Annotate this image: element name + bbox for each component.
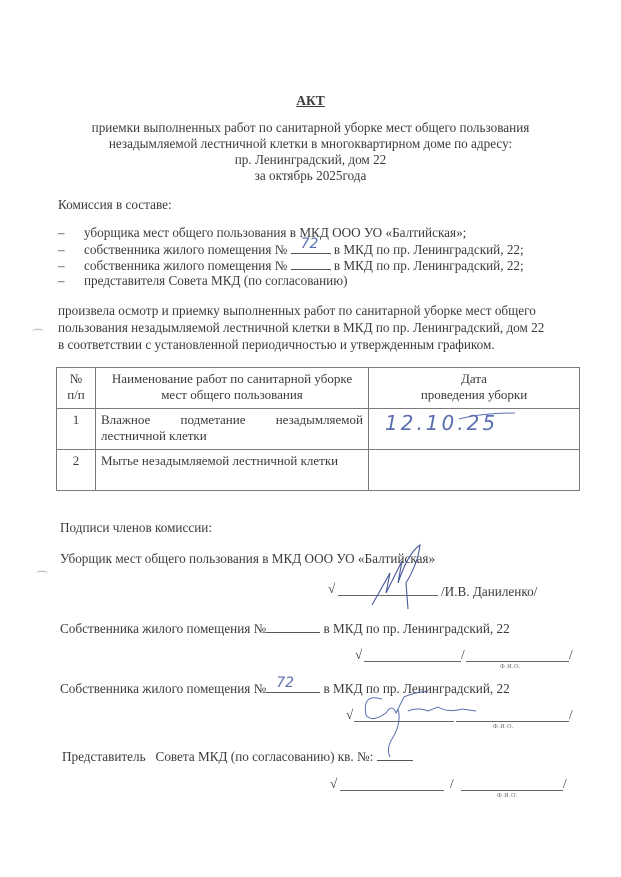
- owner2-check-mark: √: [346, 707, 354, 722]
- handwritten-date: 12.10.25: [385, 411, 499, 435]
- body-paragraph-line: пользования незадымляемой лестничной клетки в МКД по пр. Ленинградский, дом 22: [58, 320, 545, 335]
- document-title: АКТ: [296, 93, 325, 108]
- commission-item: [58, 273, 347, 289]
- council-slash-end: /: [563, 776, 567, 791]
- commission-item: [58, 257, 524, 274]
- owner2-label-after: в МКД по пр. Ленинградский, 22: [323, 681, 510, 696]
- signatures-heading: Подписи членов комиссии:: [60, 520, 212, 535]
- handwritten-apartment-number: 72: [276, 675, 295, 691]
- apartment-number-field[interactable]: [291, 236, 331, 254]
- owner1-line: [60, 620, 510, 637]
- owner2-apartment-field[interactable]: [266, 675, 320, 693]
- council-fio-label: Ф.И.О.: [497, 793, 518, 799]
- subtitle-address: пр. Ленинградский, дом 22: [234, 152, 387, 167]
- council-apartment-field[interactable]: [377, 748, 413, 761]
- handwritten-apartment-number: 72: [300, 236, 319, 252]
- council-signature-line[interactable]: [340, 790, 444, 791]
- body-paragraph-line: произвела осмотр и приемку выполненных работ по санитарной уборке мест общего: [58, 303, 536, 318]
- owner1-apartment-field[interactable]: [266, 620, 320, 633]
- commission-item-text: представителя Совета МКД (по согласованию): [84, 273, 348, 288]
- row-num: 1: [57, 409, 96, 450]
- owner1-signature-line[interactable]: [364, 661, 461, 662]
- row-num: 2: [57, 450, 96, 491]
- margin-mark: ⌒: [32, 328, 45, 342]
- owner1-slash-end: /: [569, 647, 573, 662]
- owner1-check-mark: √: [355, 647, 363, 662]
- row-name: [96, 409, 369, 450]
- apartment-number-field[interactable]: [291, 257, 331, 270]
- council-line: [62, 748, 413, 765]
- row-date[interactable]: [369, 450, 580, 491]
- council-slash: /: [450, 776, 454, 791]
- owner2-signature-line[interactable]: [354, 721, 454, 722]
- commission-heading: Комиссия в составе:: [58, 197, 172, 212]
- subtitle-period: за октябрь 2025года: [254, 168, 367, 183]
- owner1-fio-line[interactable]: [466, 661, 569, 662]
- row-name: [96, 450, 369, 491]
- owner2-label-before: Собственника жилого помещения №: [60, 681, 267, 696]
- commission-item: [58, 236, 524, 258]
- date-stroke-mark: [457, 411, 517, 421]
- council-check-mark: √: [330, 776, 338, 791]
- header-name-line: Наименование работ по санитарной уборке: [111, 371, 353, 386]
- header-num-line: п/п: [67, 387, 85, 402]
- cleaner-check-mark: √: [328, 581, 336, 596]
- owner2-slash-end: /: [569, 707, 573, 722]
- subtitle-line-2: незадымляемой лестничной клетки в многоквартирном доме по адресу:: [108, 136, 513, 151]
- commission-item: [58, 225, 466, 241]
- commission-item-before: собственника жилого помещения №: [84, 242, 288, 257]
- commission-item-before: собственника жилого помещения №: [84, 258, 288, 273]
- cleaner-name: /И.В. Даниленко/: [441, 584, 538, 599]
- council-fio-line[interactable]: [461, 790, 563, 791]
- row-name-line: лестничной клетки: [101, 428, 207, 443]
- table-row: [57, 450, 580, 491]
- cleaner-signature: [368, 543, 428, 613]
- owner2-fio-line[interactable]: [456, 721, 569, 722]
- works-table: [56, 367, 580, 491]
- cleaner-label: Уборщик мест общего пользования в МКД ООО УО «Балтийская»: [60, 551, 436, 566]
- owner1-slash: /: [461, 647, 465, 662]
- owner1-label-after: в МКД по пр. Ленинградский, 22: [323, 621, 510, 636]
- header-num: [57, 368, 96, 409]
- commission-item-after: в МКД по пр. Ленинградский, 22;: [333, 242, 524, 257]
- commission-item-text: уборщика мест общего пользования в МКД ООО УО «Балтийская»;: [84, 225, 467, 240]
- commission-item-after: в МКД по пр. Ленинградский, 22;: [333, 258, 524, 273]
- subtitle-line-1: приемки выполненных работ по санитарной уборке мест общего пользования: [91, 120, 530, 135]
- header-date-line: Дата: [461, 371, 487, 386]
- council-label: Представитель Совета МКД (по согласованию) кв. №:: [62, 749, 374, 764]
- header-date: [369, 368, 580, 409]
- bullet-dash: –: [58, 258, 65, 273]
- row-date[interactable]: [369, 409, 580, 450]
- row-name-line: Мытье незадымляемой лестничной клетки: [101, 453, 339, 468]
- row-name-line: Влажное подметание незадымляемой: [101, 412, 363, 427]
- bullet-dash: –: [58, 225, 65, 240]
- owner1-label-before: Собственника жилого помещения №: [60, 621, 267, 636]
- margin-mark: ⌒: [36, 570, 49, 584]
- body-paragraph-line: в соответствии с установленной периодичностью и утвержденным графиком.: [58, 337, 495, 352]
- bullet-dash: –: [58, 273, 65, 288]
- header-name-line: мест общего пользования: [161, 387, 303, 402]
- header-num-line: №: [69, 371, 83, 386]
- owner1-fio-label: Ф.И.О.: [500, 664, 521, 670]
- table-header-row: [57, 368, 580, 409]
- header-date-line: проведения уборки: [420, 387, 528, 402]
- bullet-dash: –: [58, 242, 65, 257]
- owner2-fio-label: Ф.И.О.: [493, 724, 514, 730]
- table-row: [57, 409, 580, 450]
- header-name: [96, 368, 369, 409]
